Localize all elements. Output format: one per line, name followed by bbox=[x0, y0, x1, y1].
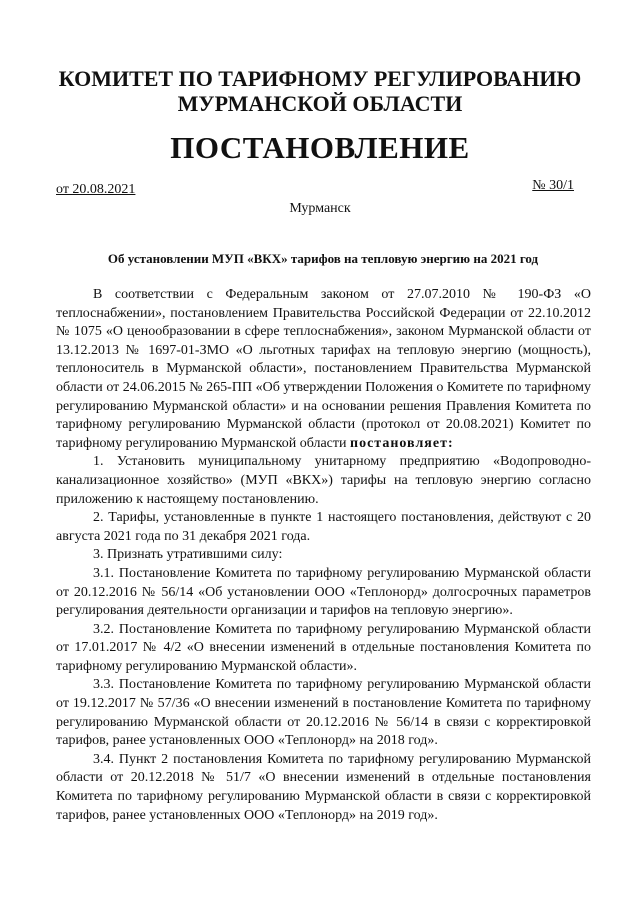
document-subject: Об установлении МУП «ВКХ» тарифов на тепловую энергию на 2021 год bbox=[107, 251, 539, 266]
clause-2: 2. Тарифы, установленные в пункте 1 настоящего постановления, действуют с 20 августа 2021 года по 31 декабря 2021 года. bbox=[56, 510, 591, 544]
clause-3-3: 3.3. Постановление Комитета по тарифному регулированию Мурманской области от 19.12.2017 № 57/36 «О внесении изменений в постановление Комитета по тарифному регулированию Мурманской области от 20.12.2016 № 56/14 в связи с корректировкой тарифов, ранее установленных ООО «Теплонорд» на 2018 год». bbox=[56, 677, 591, 749]
clause-3: 3. Признать утратившими силу: bbox=[93, 547, 283, 563]
document-date: от 20.08.2021 bbox=[56, 182, 136, 197]
clause-1: 1. Установить муниципальному унитарному предприятию «Водопроводно-канализационное хозяйство» (МУП «ВКХ») тарифы на тепловую энергию согласно приложению к настоящему постановлению. bbox=[56, 454, 591, 507]
document-city: Мурманск bbox=[289, 201, 351, 216]
committee-name-line1: КОМИТЕТ ПО ТАРИФНОМУ РЕГУЛИРОВАНИЮ bbox=[58, 66, 582, 91]
committee-name-line2: МУРМАНСКОЙ ОБЛАСТИ bbox=[177, 91, 463, 116]
committee-name bbox=[0, 66, 640, 116]
clause-3-2: 3.2. Постановление Комитета по тарифному регулированию Мурманской области от 17.01.2017 № 4/2 «О внесении изменений в отдельные постановления Комитета по тарифному регулированию Мурманской области». bbox=[56, 621, 591, 674]
document-type-title: ПОСТАНОВЛЕНИЕ bbox=[170, 130, 470, 165]
clause-3-4: 3.4. Пункт 2 постановления Комитета по тарифному регулированию Мурманской области от 20.12.2018 № 51/7 «О внесении изменений в отдельные постановления Комитета по тарифному регулированию Мурманской области в связи с корректировкой тарифов, ранее установленных ООО «Теплонорд» на 2019 год». bbox=[56, 751, 591, 823]
clause-3-1: 3.1. Постановление Комитета по тарифному регулированию Мурманской области от 20.12.2016 № 56/14 «Об установлении ООО «Теплонорд» долгосрочных параметров регулирования деятельности организации и тарифов на тепловую энергию». bbox=[56, 565, 591, 619]
preamble-text: В соответствии с Федеральным законом от 27.07.2010 № 190-ФЗ «О теплоснабжении», постановлением Правительства Российской Федерации от 22.10.2012 № 1075 «О ценообразовании в сфере теплоснабжения», законом Мурманской области от 13.12.2013 № 1697-01-ЗМО «О льготных тарифах на тепловую энергию (мощность), теплоноситель в Мурманской области», постановлением Правительства Мурманской области от 24.06.2015 № 265-ПП «Об утверждении Положения о Комитете по тарифному регулированию Мурманской области» и на основании решения Правления Комитета по тарифному регулированию Мурманской области (протокол от 20.08.2021) Комитет по тарифному регулированию Мурманской области bbox=[56, 287, 591, 451]
resolution-keyword: постановляет: bbox=[350, 435, 454, 451]
document-body bbox=[56, 286, 591, 825]
document-number: № 30/1 bbox=[532, 178, 574, 193]
preamble-paragraph bbox=[56, 286, 591, 453]
